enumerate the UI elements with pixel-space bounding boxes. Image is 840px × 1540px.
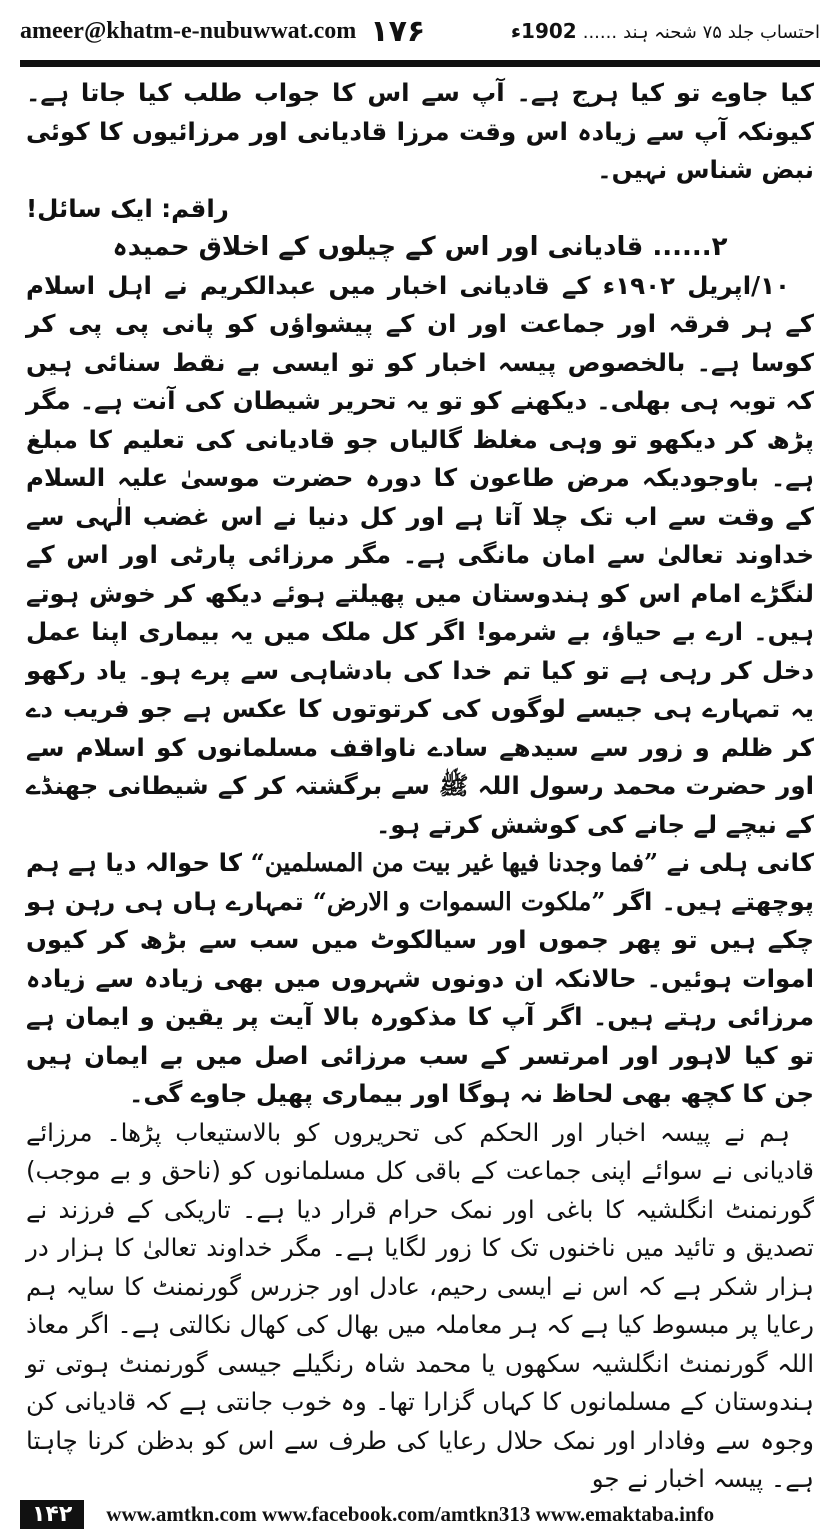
para2-part-b: کا حوالہ دیا ہے ہم پوچھتے ہیں۔ اگر <box>26 848 814 916</box>
page-footer <box>20 1494 820 1534</box>
paragraph-2 <box>26 844 814 1114</box>
header-page-number: ۱۷۶ <box>370 13 426 49</box>
footer-websites: www.amtkn.com www.facebook.com/amtkn313 www.emaktaba.info <box>106 1501 715 1526</box>
page-header <box>20 6 820 56</box>
section-heading: ۲...... قادیانی اور اس کے چیلوں کے اخلاق حمیدہ <box>112 232 728 262</box>
quote-1: ”فما وجدنا فیها غیر بیت من المسلمین“ <box>250 848 659 877</box>
header-right <box>511 19 820 43</box>
para2-part-a: کانی ہلی نے <box>658 848 814 877</box>
header-rule <box>20 60 820 67</box>
para2-part-c: تمہارے ہاں ہی رہن ہو چکے ہیں تو پھر جموں اور سیالکوٹ میں سب سے بڑھ کر کیوں اموات ہوئیں۔ حالانکہ ان دونوں شہروں میں بھی زیادہ سے زیادہ مرزائی رہتے ہیں۔ اگر آپ کا مذکورہ بالا آیت پر یقین و ایمان ہے تو کیا لاہور اور امرتسر کے سب مرزائی اصل میں بے ایمان ہیں جن کا کچھ بھی لحاظ نہ ہوگا اور بیماری پھیل جاوے گی۔ <box>26 886 814 1108</box>
signature-line <box>26 190 814 229</box>
paragraph-3: ہم نے پیسہ اخبار اور الحکم کی تحریروں کو بالاستیعاب پڑھا۔ مرزائے قادیانی نے سوائے اپنی جماعت کے باقی کل مسلمانوں کو (ناحق و بے موجب) گورنمنٹ انگلشیہ کا باغی اور نمک حرام قرار دیا ہے۔ تاریکی کے فرزند نے تصدیق و تائید میں ناخنوں تک کا زور لگایا ہے۔ مگر خداوند تعالیٰ کا ہزار در ہزار شکر ہے کہ اس نے ایسی رحیم، عادل اور جزرس گورنمنٹ کا سایہ ہم رعایا پر مبسوط کیا ہے کہ ہر معاملہ میں بھال کی کھال نکالتی ہے۔ اگر معاذ اللہ گورنمنٹ انگلشیہ سکھوں یا محمد شاہ رنگیلے جیسی گورنمنٹ ہوتی تو ہندوستان کے مسلمانوں کا کہاں گزارا تھا۔ وہ خوب جانتی ہے کہ قادیانی کن وجوہ سے وفادار اور نمک حلال رعایا کی طرف سے اس کو بدظن کرنا چاہتا ہے۔ پیسہ اخبار نے جو <box>26 1117 814 1493</box>
header-left <box>20 14 425 49</box>
header-email: ameer@khatm-e-nubuwwat.com <box>20 17 357 44</box>
quote-2: ”ملکوت السموات و الارض“ <box>312 886 606 916</box>
header-year: 1902ء <box>510 19 577 43</box>
signature: راقم: ایک سائل! <box>26 193 229 223</box>
intro-text: کیا جاوے تو کیا ہرج ہے۔ آپ سے اس کا جواب طلب کیا جاتا ہے۔ کیونکہ آپ سے زیادہ اس وقت مرزا قادیانی اور مرزائیوں کا کوئی نبض شناس نہیں۔ <box>26 78 814 184</box>
footer-page-number: ۱۴۲ <box>20 1500 84 1529</box>
book-title: احتساب جلد ۷۵ شحنہ ہند <box>623 22 820 43</box>
paragraph-1: ۱۰/اپریل ۱۹۰۲ء کے قادیانی اخبار میں عبدالکریم نے اہل اسلام کے ہر فرقہ اور جماعت اور ان کے پیشواؤں کو پانی پی پی کر کوسا ہے۔ بالخصوص پیسہ اخبار کو تو ایسی بے نقط سنائی ہیں کہ توبہ ہی بھلی۔ دیکھنے کو تو یہ تحریر شیطان کی آنت ہے۔ مگر پڑھ کر دیکھو تو وہی مغلظ گالیاں جو قادیانی کی تعلیم کا مبلغ ہے۔ باوجودیکہ مرض طاعون کا دورہ حضرت موسیٰ علیہ السلام کے وقت سے اب تک چلا آتا ہے اور کل دنیا نے اس غضب الٰہی سے خداوند تعالیٰ سے امان مانگی ہے۔ مگر مرزائی پارٹی اور اس کے لنگڑے امام اس کو ہندوستان میں پھیلتے ہوئے دیکھ کر خوش ہوتے ہیں۔ ارے بے حیاؤ، بے شرمو! اگر کل ملک میں یہ بیماری اپنا عمل دخل کر رہی ہے تو کیا تم خدا کی بادشاہی سے پرے ہو۔ یاد رکھو یہ تمہارے ہی جیسے لوگوں کی کرتوتوں کا عکس ہے جو فریب دے کر ظلم و زور سے سیدھے سادے ناواقف مسلمانوں کو اسلام سے اور حضرت محمد رسول اللہ ﷺ سے برگشتہ کر کے شیطانی جھنڈے کے نیچے لے جانے کی کوشش کرتے ہو۔ <box>26 270 814 839</box>
page-body <box>26 74 814 1499</box>
header-dots: ...... <box>582 22 618 43</box>
